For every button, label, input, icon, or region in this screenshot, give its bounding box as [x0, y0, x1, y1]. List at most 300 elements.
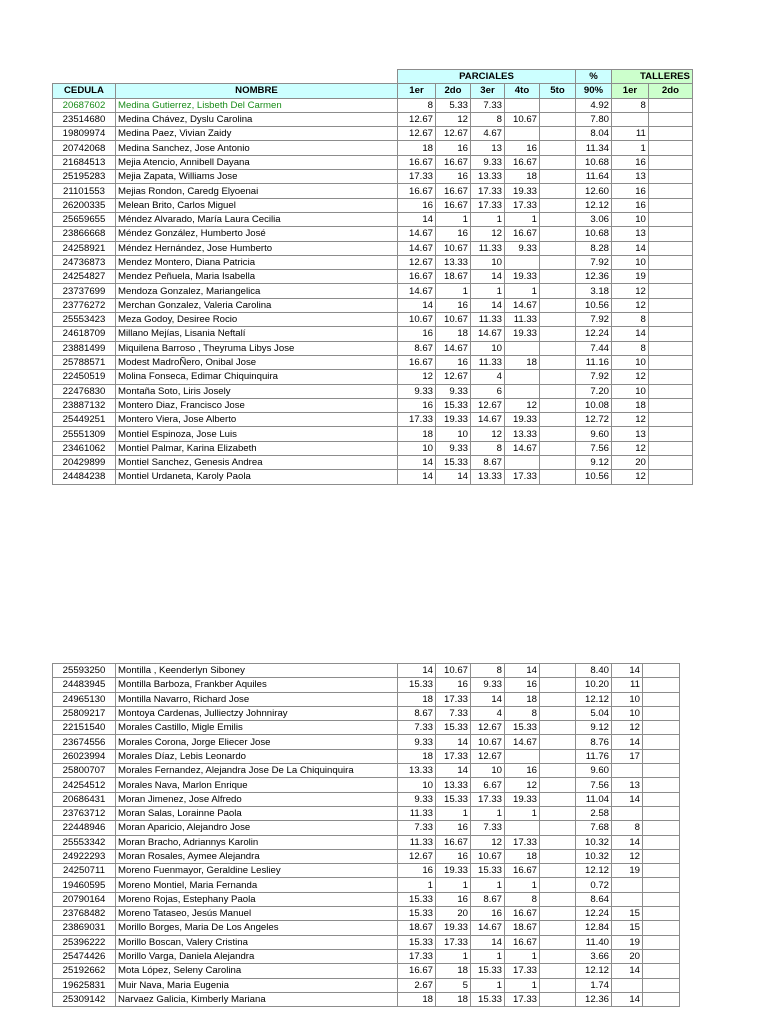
taller-1-cell: 18 [612, 398, 649, 412]
parcial-1-cell: 16 [398, 198, 436, 212]
parcial-1-cell: 18 [398, 427, 436, 441]
parcial-1-cell: 16.67 [398, 184, 436, 198]
table-row [53, 98, 693, 112]
parcial-1-cell: 16.67 [398, 155, 436, 169]
parcial-1-cell: 12.67 [398, 255, 436, 269]
parcial-3-cell: 17.33 [471, 198, 505, 212]
pct-cell: 2.58 [576, 806, 612, 820]
nombre-cell: Morillo Boscan, Valery Cristina [116, 935, 398, 949]
parcial-4-cell: 16.67 [505, 155, 540, 169]
cedula-cell: 25474426 [53, 949, 116, 963]
cedula-cell: 25396222 [53, 935, 116, 949]
pct-cell: 10.56 [576, 298, 612, 312]
pct-cell: 11.16 [576, 355, 612, 369]
parcial-1-cell: 14 [398, 470, 436, 484]
parcial-3-cell: 14 [471, 270, 505, 284]
parcial-5-cell [540, 127, 576, 141]
parcial-2-cell: 17.33 [436, 692, 471, 706]
cedula-cell: 25800707 [53, 764, 116, 778]
table-row [53, 935, 680, 949]
table-row [53, 749, 680, 763]
cedula-cell: 21101553 [53, 184, 116, 198]
parcial-2-cell: 16 [436, 821, 471, 835]
nombre-cell: Morales Corona, Jorge Eliecer Jose [116, 735, 398, 749]
taller-2-cell [648, 198, 692, 212]
pct-cell: 4.92 [576, 98, 612, 112]
cedula-cell: 23514680 [53, 112, 116, 126]
parcial-2-cell: 16 [436, 170, 471, 184]
parcial-4-cell: 19.33 [505, 270, 540, 284]
taller-2-cell [648, 370, 692, 384]
pct-cell: 12.12 [576, 964, 612, 978]
parcial-4-cell: 15.33 [505, 721, 540, 735]
parcial-4-cell: 18 [505, 170, 540, 184]
parcial-5-cell [540, 706, 576, 720]
pct-cell: 7.56 [576, 441, 612, 455]
nombre-cell: Molina Fonseca, Edimar Chiquinquira [116, 370, 398, 384]
nombre-cell: Montiel Sanchez, Genesis Andrea [116, 456, 398, 470]
taller-1-cell: 10 [612, 692, 643, 706]
table-row [53, 721, 680, 735]
parcial-4-cell: 1 [505, 949, 540, 963]
taller-1-cell: 8 [612, 341, 649, 355]
taller-2-cell [643, 778, 680, 792]
parcial-4-cell: 18 [505, 692, 540, 706]
parcial-2-cell: 15.33 [436, 792, 471, 806]
cedula-cell: 23887132 [53, 398, 116, 412]
cedula-cell: 25553423 [53, 313, 116, 327]
parcial-3-cell: 13 [471, 141, 505, 155]
cedula-cell: 20687602 [53, 98, 116, 112]
pct-cell: 1.74 [576, 978, 612, 992]
pct-cell: 9.12 [576, 721, 612, 735]
nombre-cell: Medina Chávez, Dyslu Carolina [116, 112, 398, 126]
parcial-2-cell: 16 [436, 849, 471, 863]
cedula-cell: 25809217 [53, 706, 116, 720]
parcial-4-cell: 16.67 [505, 227, 540, 241]
pct-cell: 11.64 [576, 170, 612, 184]
parciales-header: PARCIALES [398, 70, 576, 84]
taller-2-cell [643, 806, 680, 820]
taller-1-cell: 10 [612, 355, 649, 369]
parcial-4-cell [505, 821, 540, 835]
pct-cell: 12.12 [576, 864, 612, 878]
parcial-2-cell: 18 [436, 964, 471, 978]
parcial-5-cell [540, 921, 576, 935]
parcial-2-cell: 10 [436, 427, 471, 441]
taller-1-cell: 19 [612, 270, 649, 284]
table-row [53, 792, 680, 806]
cedula-cell: 25195283 [53, 170, 116, 184]
parcial-3-cell: 11.33 [471, 313, 505, 327]
table-row [53, 764, 680, 778]
parcial-1-cell: 14.67 [398, 227, 436, 241]
pct-cell: 10.68 [576, 227, 612, 241]
table-row [53, 112, 693, 126]
taller-1-cell: 1 [612, 141, 649, 155]
parcial-5-cell [540, 664, 576, 678]
parcial-3-cell: 16 [471, 907, 505, 921]
taller-2-cell [648, 227, 692, 241]
table-row [53, 198, 693, 212]
taller-2-cell [643, 878, 680, 892]
parcial-4-cell: 1 [505, 212, 540, 226]
parcial-4-cell: 13.33 [505, 427, 540, 441]
taller-2-cell [648, 112, 692, 126]
parcial-3-cell: 14 [471, 298, 505, 312]
parcial-1-cell: 11.33 [398, 806, 436, 820]
nombre-cell: Moreno Tataseo, Jesús Manuel [116, 907, 398, 921]
parcial-5-cell [540, 355, 576, 369]
parcial-5-cell [540, 935, 576, 949]
taller-2-cell [648, 398, 692, 412]
taller-2-cell [648, 341, 692, 355]
parcial-5-cell [540, 327, 576, 341]
parcial-4-cell: 18 [505, 355, 540, 369]
taller-1-cell: 10 [612, 212, 649, 226]
taller-2-cell [648, 355, 692, 369]
parcial-1-cell: 16.67 [398, 355, 436, 369]
taller-1-cell: 15 [612, 907, 643, 921]
parcial-3-cell: 8.67 [471, 456, 505, 470]
parcial-1-cell: 18 [398, 692, 436, 706]
taller-1-cell: 14 [612, 964, 643, 978]
table-row [53, 878, 680, 892]
parcial-2-cell: 5 [436, 978, 471, 992]
pct-cell: 11.04 [576, 792, 612, 806]
parcial-5-cell [540, 198, 576, 212]
taller-1-cell: 16 [612, 198, 649, 212]
cedula-cell: 23461062 [53, 441, 116, 455]
nombre-cell: Mejia Atencio, Annibell Dayana [116, 155, 398, 169]
parcial-2-cell: 10.67 [436, 664, 471, 678]
parcial-1-cell: 16 [398, 327, 436, 341]
cedula-cell: 21684513 [53, 155, 116, 169]
parcial-1-cell: 10 [398, 441, 436, 455]
table-row [53, 270, 693, 284]
parcial-2-cell: 12 [436, 112, 471, 126]
table-row [53, 141, 693, 155]
pct-cell: 11.34 [576, 141, 612, 155]
parcial-3-cell: 15.33 [471, 992, 505, 1006]
nombre-cell: Morillo Varga, Daniela Alejandra [116, 949, 398, 963]
pct-cell: 0.72 [576, 878, 612, 892]
parcial-1-cell: 16 [398, 864, 436, 878]
parcial-5-cell [540, 141, 576, 155]
nombre-cell: Montiel Espinoza, Jose Luis [116, 427, 398, 441]
parcial-3-cell: 7.33 [471, 98, 505, 112]
pct-cell: 11.76 [576, 749, 612, 763]
cedula-cell: 22476830 [53, 384, 116, 398]
parcial-4-cell [505, 384, 540, 398]
parcial-3-cell: 1 [471, 284, 505, 298]
parcial-1-cell: 8 [398, 98, 436, 112]
taller-2-cell [643, 978, 680, 992]
parcial-1-cell: 2.67 [398, 978, 436, 992]
pct-cell: 12.24 [576, 907, 612, 921]
parcial-5-cell [540, 721, 576, 735]
parcial-5-cell [540, 864, 576, 878]
taller-1-cell: 14 [612, 835, 643, 849]
parcial-2-cell: 1 [436, 878, 471, 892]
parcial-4-cell: 16.67 [505, 907, 540, 921]
nombre-cell: Medina Sanchez, Jose Antonio [116, 141, 398, 155]
parcial-3-cell: 9.33 [471, 678, 505, 692]
parcial-5-cell [540, 170, 576, 184]
parcial-4-cell [505, 341, 540, 355]
taller-1-cell: 8 [612, 821, 643, 835]
parcial-4-cell: 12 [505, 398, 540, 412]
cedula-cell: 24736873 [53, 255, 116, 269]
parcial-4-cell: 18 [505, 849, 540, 863]
taller-1-cell: 20 [612, 949, 643, 963]
parcial-2-cell: 14 [436, 735, 471, 749]
parcial-1-cell: 16.67 [398, 964, 436, 978]
parcial-4-cell [505, 456, 540, 470]
pct-cell: 7.56 [576, 778, 612, 792]
nombre-cell: Miquilena Barroso , Theyruma Libys Jose [116, 341, 398, 355]
parcial-2-cell: 20 [436, 907, 471, 921]
pct-cell: 9.12 [576, 456, 612, 470]
cedula-cell: 20429899 [53, 456, 116, 470]
parcial-3-cell: 14 [471, 935, 505, 949]
taller-2-cell [643, 835, 680, 849]
parcial-4-cell [505, 370, 540, 384]
table-row [53, 127, 693, 141]
cedula-cell: 22448946 [53, 821, 116, 835]
table-row [53, 849, 680, 863]
blank-cell [116, 70, 398, 84]
parcial-5-cell [540, 284, 576, 298]
parcial-5-cell [540, 270, 576, 284]
pct-cell: 8.64 [576, 892, 612, 906]
nombre-cell: Montilla , Keenderlyn Siboney [116, 664, 398, 678]
table-row [53, 806, 680, 820]
parcial-5-cell [540, 778, 576, 792]
taller-1-cell: 12 [612, 441, 649, 455]
parcial-2-cell: 15.33 [436, 456, 471, 470]
parcial-5-cell [540, 427, 576, 441]
parcial-3-cell: 8.67 [471, 892, 505, 906]
pct-cell: 7.68 [576, 821, 612, 835]
cedula-cell: 23776272 [53, 298, 116, 312]
taller-1-cell: 14 [612, 327, 649, 341]
parcial-2-cell: 5.33 [436, 98, 471, 112]
parcial-2-cell: 18 [436, 327, 471, 341]
nombre-cell: Montero Diaz, Francisco Jose [116, 398, 398, 412]
parcial-3-cell: 14.67 [471, 921, 505, 935]
parcial-5-cell [540, 227, 576, 241]
taller-1-cell: 12 [612, 370, 649, 384]
parcial-3-cell: 12.67 [471, 398, 505, 412]
pct-cell: 7.20 [576, 384, 612, 398]
nombre-cell: Mendez Peñuela, Maria Isabella [116, 270, 398, 284]
nombre-cell: Mota López, Seleny Carolina [116, 964, 398, 978]
parcial-5-cell [540, 470, 576, 484]
nombre-cell: Moran Salas, Lorainne Paola [116, 806, 398, 820]
section-1-rows [53, 98, 693, 484]
taller-1-cell: 16 [612, 155, 649, 169]
parcial-5-cell [540, 749, 576, 763]
pct-cell: 8.28 [576, 241, 612, 255]
table-row [53, 892, 680, 906]
parcial-2-cell: 16 [436, 355, 471, 369]
cedula-cell: 24254827 [53, 270, 116, 284]
cedula-cell: 25659655 [53, 212, 116, 226]
pct-cell: 3.18 [576, 284, 612, 298]
parcial-4-header: 4to [505, 84, 540, 98]
parcial-3-cell: 9.33 [471, 155, 505, 169]
table-row [53, 664, 680, 678]
parcial-4-cell: 14.67 [505, 298, 540, 312]
parcial-5-cell [540, 298, 576, 312]
cedula-cell: 24618709 [53, 327, 116, 341]
parcial-5-cell [540, 155, 576, 169]
parcial-4-cell: 18.67 [505, 921, 540, 935]
parcial-2-cell: 16.67 [436, 835, 471, 849]
taller-2-cell [643, 721, 680, 735]
cedula-cell: 25593250 [53, 664, 116, 678]
parcial-4-cell: 16 [505, 764, 540, 778]
parcial-3-cell: 6.67 [471, 778, 505, 792]
parcial-3-cell: 17.33 [471, 184, 505, 198]
cedula-cell: 25553342 [53, 835, 116, 849]
cedula-cell: 23869031 [53, 921, 116, 935]
parcial-2-cell: 1 [436, 212, 471, 226]
taller-2-cell [643, 764, 680, 778]
taller-1-cell [612, 892, 643, 906]
parcial-5-cell [540, 456, 576, 470]
taller-1-cell: 16 [612, 184, 649, 198]
parcial-2-cell: 12.67 [436, 370, 471, 384]
parcial-1-cell: 1 [398, 878, 436, 892]
parcial-4-cell: 19.33 [505, 327, 540, 341]
parcial-1-cell: 7.33 [398, 821, 436, 835]
table-row [53, 284, 693, 298]
parcial-4-cell: 17.33 [505, 470, 540, 484]
parcial-4-cell: 1 [505, 978, 540, 992]
parcial-4-cell [505, 255, 540, 269]
cedula-cell: 24483945 [53, 678, 116, 692]
parcial-4-cell: 11.33 [505, 313, 540, 327]
parcial-1-cell: 16 [398, 398, 436, 412]
taller-1-cell: 14 [612, 792, 643, 806]
parcial-2-cell: 16.67 [436, 155, 471, 169]
taller-1-cell: 19 [612, 935, 643, 949]
parcial-1-cell: 15.33 [398, 935, 436, 949]
parcial-1-cell: 16.67 [398, 270, 436, 284]
taller-2-cell [643, 821, 680, 835]
pct-cell: 10.08 [576, 398, 612, 412]
table-row [53, 355, 693, 369]
parcial-5-cell [540, 992, 576, 1006]
table-row [53, 992, 680, 1006]
parcial-4-cell: 17.33 [505, 198, 540, 212]
parcial-3-cell: 1 [471, 878, 505, 892]
taller-2-cell [643, 949, 680, 963]
cedula-cell: 23768482 [53, 907, 116, 921]
parcial-4-cell: 8 [505, 706, 540, 720]
parcial-2-cell: 17.33 [436, 749, 471, 763]
nombre-cell: Morales Fernandez, Alejandra Jose De La Chiquinquira [116, 764, 398, 778]
parcial-1-cell: 14 [398, 456, 436, 470]
parcial-5-cell [540, 241, 576, 255]
taller-2-cell [643, 749, 680, 763]
table-row [53, 370, 693, 384]
cedula-cell: 24258921 [53, 241, 116, 255]
taller-2-cell [648, 427, 692, 441]
cedula-cell: 26023994 [53, 749, 116, 763]
table-row [53, 864, 680, 878]
taller-1-cell: 19 [612, 864, 643, 878]
parcial-2-cell: 16 [436, 298, 471, 312]
parcial-3-cell: 4 [471, 370, 505, 384]
table-row [53, 341, 693, 355]
nombre-cell: Melean Brito, Carlos Miguel [116, 198, 398, 212]
taller-2-cell [648, 184, 692, 198]
cedula-cell: 24250711 [53, 864, 116, 878]
parcial-2-cell: 16 [436, 678, 471, 692]
parcial-2-cell: 12.67 [436, 127, 471, 141]
parcial-1-cell: 18 [398, 141, 436, 155]
taller-2-cell [648, 327, 692, 341]
parcial-4-cell: 1 [505, 878, 540, 892]
parcial-1-cell: 12.67 [398, 112, 436, 126]
parcial-1-cell: 10 [398, 778, 436, 792]
nombre-cell: Moran Bracho, Adriannys Karolin [116, 835, 398, 849]
taller-2-cell [648, 298, 692, 312]
taller-2-cell [643, 964, 680, 978]
taller-2-cell [648, 255, 692, 269]
taller-1-cell: 12 [612, 298, 649, 312]
parcial-1-cell: 7.33 [398, 721, 436, 735]
parcial-3-cell: 11.33 [471, 355, 505, 369]
table-row [53, 241, 693, 255]
parcial-5-cell [540, 112, 576, 126]
parcial-3-cell: 1 [471, 212, 505, 226]
cedula-cell: 23763712 [53, 806, 116, 820]
parcial-2-cell: 1 [436, 806, 471, 820]
cedula-cell: 20790164 [53, 892, 116, 906]
parcial-4-cell: 12 [505, 778, 540, 792]
parcial-5-cell [540, 792, 576, 806]
pct-cell: 10.32 [576, 835, 612, 849]
parcial-4-cell: 16 [505, 678, 540, 692]
cedula-cell: 23866668 [53, 227, 116, 241]
parcial-2-cell: 16 [436, 141, 471, 155]
table-row [53, 706, 680, 720]
pct-cell: 12.24 [576, 327, 612, 341]
taller-2-cell [643, 706, 680, 720]
pct-cell: 8.04 [576, 127, 612, 141]
table-row [53, 255, 693, 269]
parcial-3-cell: 14.67 [471, 413, 505, 427]
cedula-cell: 24922293 [53, 849, 116, 863]
cedula-cell: 25788571 [53, 355, 116, 369]
taller-1-cell [612, 878, 643, 892]
parcial-5-cell [540, 978, 576, 992]
taller-1-cell: 15 [612, 921, 643, 935]
pct-cell: 5.04 [576, 706, 612, 720]
parcial-2-cell: 13.33 [436, 255, 471, 269]
table-row [53, 470, 693, 484]
pct-cell: 12.12 [576, 198, 612, 212]
table-row [53, 921, 680, 935]
pct-cell: 10.68 [576, 155, 612, 169]
taller-1-cell: 10 [612, 384, 649, 398]
taller-1-cell: 17 [612, 749, 643, 763]
parcial-5-cell [540, 821, 576, 835]
